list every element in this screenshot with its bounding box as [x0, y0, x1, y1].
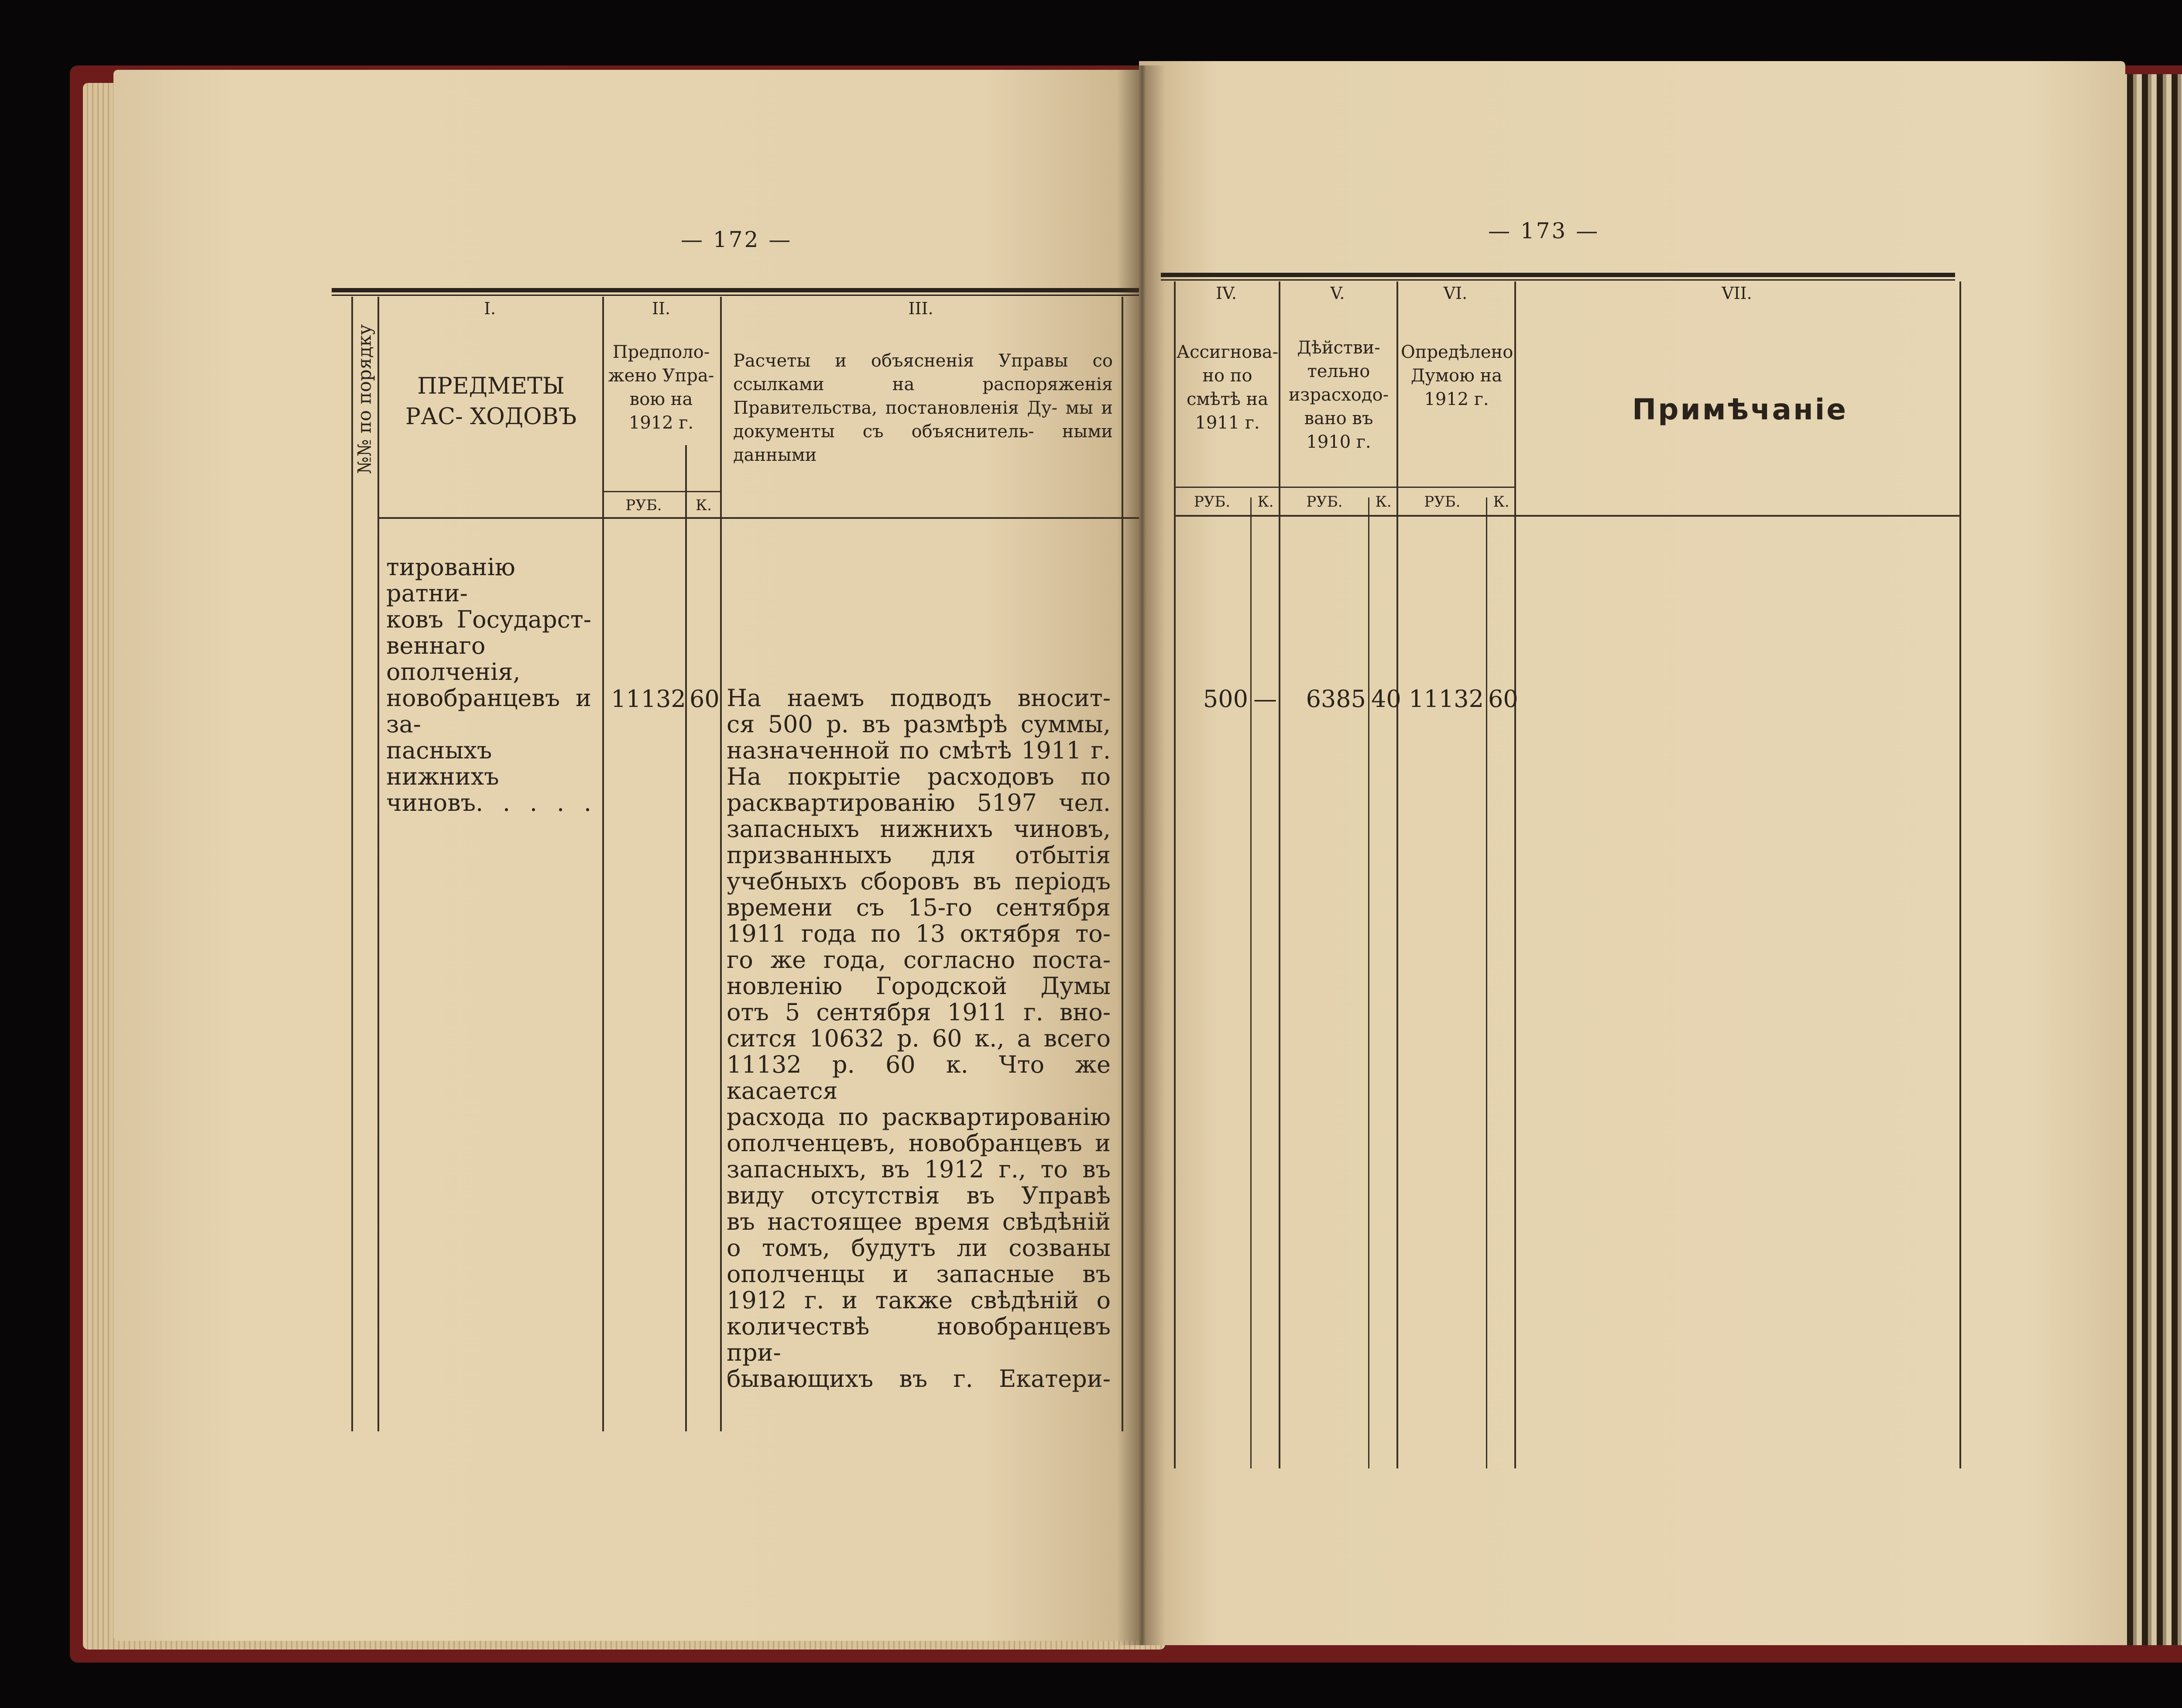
explanation-line: ся 500 р. въ размѣрѣ суммы, — [727, 710, 1111, 738]
grid-line — [1279, 281, 1280, 1468]
header-top-rule-thin — [1161, 279, 1955, 281]
column-5-unit-rub: РУБ. — [1306, 493, 1343, 511]
item-line: новобранцевъ и за- — [386, 684, 591, 738]
item-line: ковъ Государст- — [386, 606, 591, 633]
page-number-173: — 173 — — [1488, 218, 1600, 244]
explanation-line: виду отсутствія въ Управѣ — [727, 1182, 1111, 1209]
explanation-line: 11132 р. 60 к. Что же касается — [727, 1051, 1111, 1104]
column-order-number-label: №№ по порядку — [353, 324, 375, 474]
explanation-line: призванныхъ для отбытія — [727, 841, 1111, 869]
column-3-title: Расчеты и объясненія Управы со ссылками на распоряженія Правительства, постановленія Ду- мы и документы съ объяснитель- ными данными — [733, 351, 1113, 465]
column-2-title: Предполо- жено Упра- вою на 1912 г. — [608, 342, 714, 433]
explanation-line: времени съ 15-го сентября — [727, 894, 1111, 921]
item-line: тированію ратни- — [386, 553, 515, 607]
column-2-unit-k: К. — [695, 497, 712, 514]
column-4-numeral: IV. — [1216, 284, 1237, 303]
item-line: чиновъ. . . . . — [386, 789, 591, 816]
explanation-line: ополченцы и запасные въ — [727, 1260, 1111, 1288]
column-6-title: Опредѣлено Думою на 1912 г. — [1401, 342, 1513, 409]
left-page — [113, 70, 1139, 1641]
column-6-unit-rub: РУБ. — [1424, 493, 1461, 511]
item-line: пасныхъ нижнихъ — [386, 737, 499, 790]
column-4-unit-rub: РУБ. — [1194, 493, 1231, 511]
header-bottom-rule — [377, 517, 1228, 519]
book-gutter-shadow — [1117, 65, 1165, 1645]
header-top-rule — [332, 288, 1244, 292]
explanation-line: бывающихъ въ г. Екатери- — [727, 1365, 1111, 1392]
explanation-line: 1911 года по 13 октября то- — [727, 920, 1111, 947]
grid-line — [1959, 281, 1961, 1468]
page-number-172: — 172 — — [681, 227, 793, 252]
column-4-unit-k: К. — [1257, 493, 1274, 511]
grid-line — [602, 297, 604, 1431]
explanation-line: запасныхъ нижнихъ чиновъ, — [727, 815, 1111, 843]
grid-line — [1250, 497, 1252, 1468]
explanation-text — [727, 685, 1111, 1392]
column-5-numeral: V. — [1330, 284, 1345, 303]
grid-line — [1174, 281, 1176, 1468]
explanation-line: расквартированію 5197 чел. — [727, 789, 1111, 816]
column-6-numeral: VI. — [1443, 284, 1468, 303]
col5-rub-value: 6385 — [1306, 685, 1366, 713]
grid-line — [1486, 497, 1487, 1468]
column-6-unit-k: К. — [1493, 493, 1510, 511]
grid-line — [351, 297, 353, 1431]
explanation-line: количествѣ новобранцевъ при- — [727, 1313, 1111, 1366]
explanation-line: новленію Городской Думы — [727, 972, 1111, 1000]
explanation-line: ополченцевъ, новобранцевъ и — [727, 1129, 1111, 1157]
column-1-title: ПРЕДМЕТЫ РАС- ХОДОВЪ — [405, 373, 577, 430]
explanation-line: запасныхъ, въ 1912 г., то въ — [727, 1156, 1111, 1183]
header-bottom-rule — [1174, 515, 1959, 517]
column-1-numeral: I. — [484, 299, 496, 318]
units-rule — [1174, 487, 1514, 488]
column-2-unit-rub: РУБ. — [625, 497, 662, 514]
explanation-line: сится 10632 р. 60 к., а всего — [727, 1025, 1111, 1052]
grid-line — [685, 445, 687, 1431]
explanation-line: На покрытіе расходовъ по — [727, 763, 1111, 790]
column-7-title: Примѣчаніе — [1632, 393, 1848, 426]
explanation-line: расхода по расквартированію — [727, 1103, 1111, 1131]
amount-k: 60 — [690, 685, 720, 713]
item-line: веннаго ополченія, — [386, 632, 521, 686]
column-5-unit-k: К. — [1375, 493, 1392, 511]
explanation-line: въ настоящее время свѣдѣній — [727, 1208, 1111, 1235]
col4-rub-value: 500 — [1203, 685, 1248, 713]
explanation-line: На наемъ подводъ вносит- — [727, 684, 1111, 712]
item-description — [386, 554, 591, 816]
grid-line — [1368, 497, 1369, 1468]
explanation-line: назначенной по смѣтѣ 1911 г. — [727, 737, 1111, 764]
explanation-line: учебныхъ сборовъ въ періодъ — [727, 868, 1111, 895]
col6-k-value: 60 — [1488, 685, 1518, 713]
grid-line — [720, 297, 722, 1431]
column-3-numeral: III. — [908, 299, 933, 318]
header-top-rule — [1161, 273, 1955, 277]
explanation-line: о томъ, будутъ ли созваны — [727, 1234, 1111, 1262]
grid-line — [1396, 281, 1398, 1468]
amount-rub: 11132 — [611, 685, 686, 713]
explanation-line: го же года, согласно поста- — [727, 946, 1111, 974]
right-page — [1139, 61, 2125, 1645]
column-2-numeral: II. — [652, 299, 671, 318]
header-top-rule-thin — [332, 295, 1244, 296]
col5-k-value: 40 — [1371, 685, 1401, 713]
column-4-title: Ассигнова- но по смѣтѣ на 1911 г. — [1176, 342, 1279, 433]
col6-rub-value: 11132 — [1409, 685, 1484, 713]
explanation-line: 1912 г. и также свѣдѣній о — [727, 1286, 1111, 1314]
units-rule — [602, 491, 720, 492]
col4-k-value: — — [1253, 685, 1277, 713]
explanation-line: отъ 5 сентября 1911 г. вно- — [727, 998, 1111, 1026]
grid-line — [1514, 281, 1516, 1468]
column-5-title: Дѣйстви- тельно израсходо- вано въ 1910 г. — [1288, 338, 1389, 452]
column-7-numeral: VII. — [1722, 284, 1752, 303]
grid-line — [377, 297, 379, 1431]
